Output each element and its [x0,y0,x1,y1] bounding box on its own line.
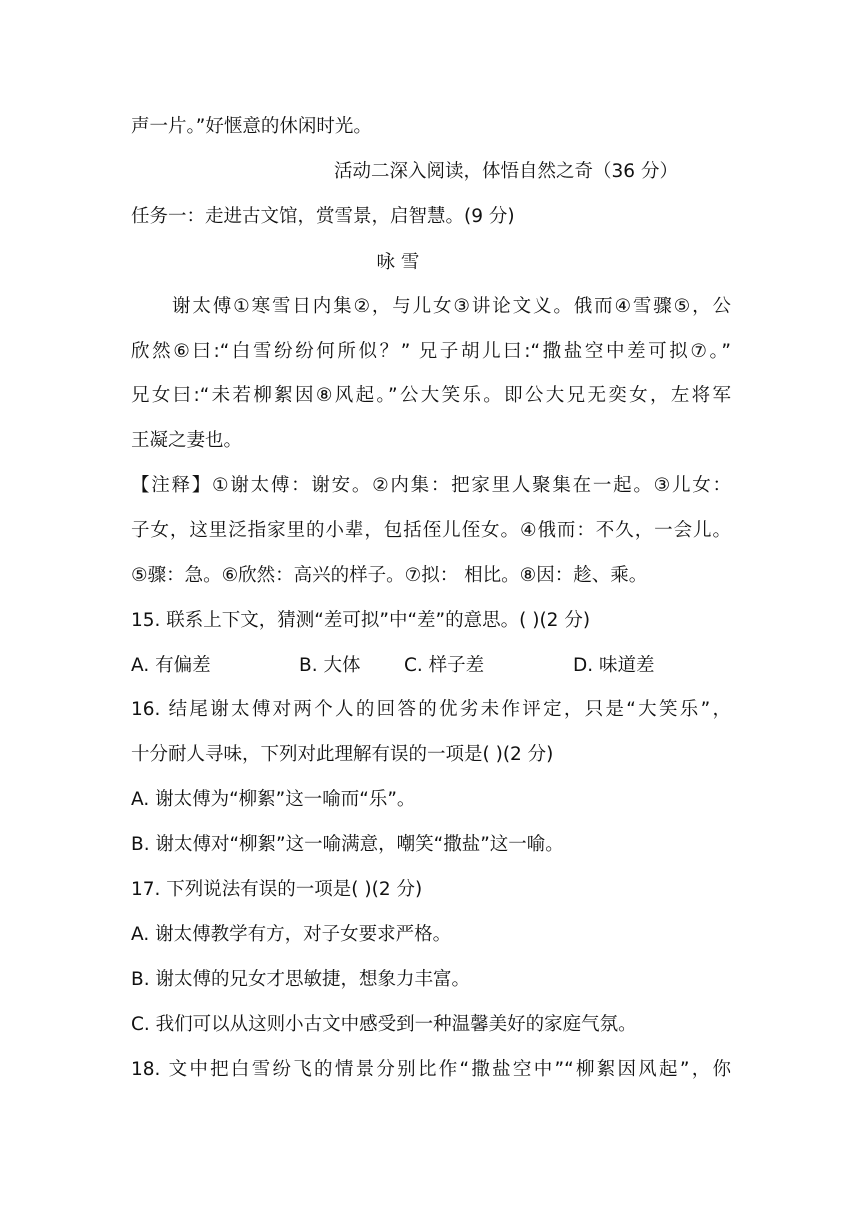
question-17: 17. 下列说法有误的一项是( )(2 分) [131,879,423,900]
question-18: 18. 文中把白雪纷飞的情景分别比作“撒盐空中”“柳絮因风起”，你 [131,1059,731,1080]
option-d: D. 味道差 [573,655,655,676]
question-17-option-c: C. 我们可以从这则小古文中感受到一种温馨美好的家庭气氛。 [131,1014,637,1035]
poem-title: 咏 雪 [376,252,420,273]
option-b: B. 大体 [299,655,361,676]
passage-line: 王凝之妻也。 [131,430,243,451]
question-16: 16. 结尾谢太傅对两个人的回答的优劣未作评定，只是“大笑乐”， [131,699,731,720]
question-15-options [131,655,731,677]
question-16-line: 十分耐人寻味，下列对此理解有误的一项是( )(2 分) [131,744,554,765]
section-heading: 活动二深入阅读，体悟自然之奇（36 分） [334,161,678,182]
question-17-option-a: A. 谢太傅教学有方，对子女要求严格。 [131,924,452,945]
passage-line: 兄女曰:“未若柳絮因⑧风起。”公大笑乐。即公大兄无奕女，左将军 [131,385,731,406]
task-heading: 任务一：走进古文馆，赏雪景，启智慧。(9 分) [131,206,515,227]
question-17-option-b: B. 谢太傅的兄女才思敏捷，想象力丰富。 [131,969,470,990]
passage-line: 谢太傅①寒雪日内集②，与儿女③讲论文义。俄而④雪骤⑤，公 [172,296,731,317]
paragraph-line: 声一片。”好惬意的休闲时光。 [131,116,372,137]
passage-line: 欣然⑥曰:“白雪纷纷何所似？” 兄子胡儿曰:“撒盐空中差可拟⑦。” [131,341,731,362]
option-c: C. 样子差 [404,655,485,676]
annotation-line: ⑤骤：急。⑥欣然：高兴的样子。⑦拟： 相比。⑧因：趁、乘。 [131,565,648,586]
question-16-option-b: B. 谢太傅对“柳絮”这一喻满意，嘲笑“撒盐”这一喻。 [131,834,564,855]
annotation-line: 子女，这里泛指家里的小辈，包括侄儿侄女。④俄而：不久，一会儿。 [131,520,731,541]
option-a: A. 有偏差 [131,655,211,676]
annotation-line: 【注释】①谢太傅：谢安。②内集：把家里人聚集在一起。③儿女： [131,475,731,496]
question-15: 15. 联系上下文，猜测“差可拟”中“差”的意思。( )(2 分) [131,610,591,631]
question-16-option-a: A. 谢太傅为“柳絮”这一喻而“乐”。 [131,789,416,810]
